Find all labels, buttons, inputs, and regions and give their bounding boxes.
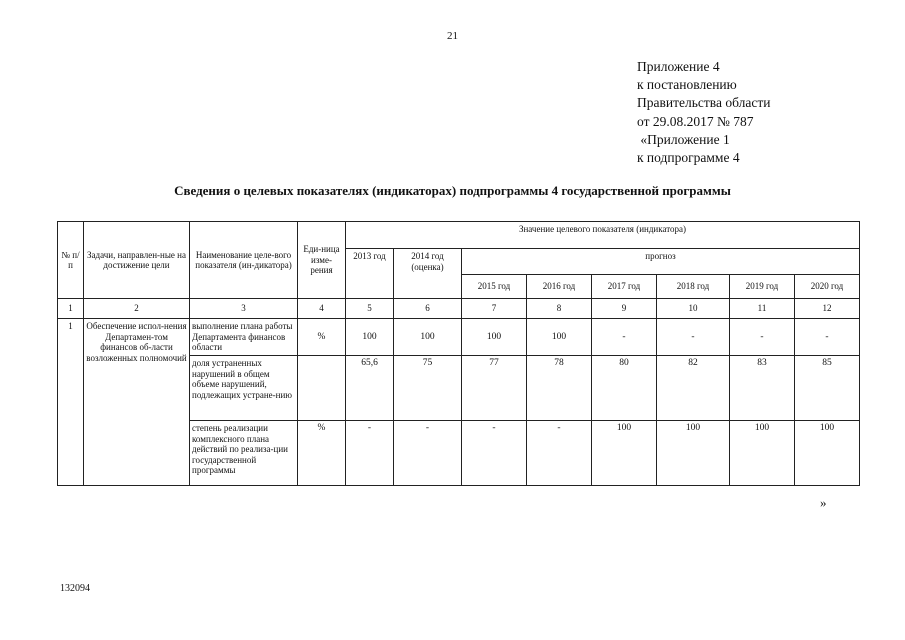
header-2014: 2014 год (оценка) (394, 249, 462, 299)
value-cell: 100 (592, 421, 657, 486)
value-cell: - (795, 319, 860, 356)
value-cell: 100 (462, 319, 527, 356)
value-cell: 78 (527, 356, 592, 421)
value-cell: 77 (462, 356, 527, 421)
indicators-table (57, 221, 860, 486)
column-number: 2 (84, 299, 190, 319)
value-cell: 100 (657, 421, 730, 486)
value-cell: 85 (795, 356, 860, 421)
value-cell: - (592, 319, 657, 356)
header-num: № п/п (58, 222, 84, 299)
indicator-name: степень реализации комплексного плана действий по реализа-ции государственной программы (190, 421, 298, 486)
header-tasks: Задачи, направлен-ные на достижение цели (84, 222, 190, 299)
column-number: 10 (657, 299, 730, 319)
column-number: 8 (527, 299, 592, 319)
value-cell: 82 (657, 356, 730, 421)
column-number: 3 (190, 299, 298, 319)
closing-quote: » (820, 495, 827, 510)
value-cell: 100 (394, 319, 462, 356)
header-year: 2020 год (795, 275, 860, 299)
table-row (58, 319, 860, 356)
column-number: 11 (730, 299, 795, 319)
unit-cell: % (298, 421, 346, 486)
header-year: 2017 год (592, 275, 657, 299)
header-year: 2018 год (657, 275, 730, 299)
column-number: 1 (58, 299, 84, 319)
column-number-row (58, 299, 860, 319)
value-cell: 75 (394, 356, 462, 421)
value-cell: - (527, 421, 592, 486)
appendix-note: Приложение 4 к постановлению Правительства области от 29.08.2017 № 787 «Приложение 1 к подпрограмме 4 (637, 59, 771, 166)
indicator-name: доля устраненных нарушений в общем объеме нарушений, подлежащих устране-нию (190, 356, 298, 421)
header-forecast: прогноз (462, 249, 860, 275)
unit-cell: % (298, 319, 346, 356)
value-cell: 65,6 (346, 356, 394, 421)
unit-cell (298, 356, 346, 421)
column-number: 4 (298, 299, 346, 319)
header-year: 2015 год (462, 275, 527, 299)
header-indicator: Наименование целе-вого показателя (ин-дикатора) (190, 222, 298, 299)
header-value-group: Значение целевого показателя (индикатора) (346, 222, 860, 249)
indicator-name: выполнение плана работы Департамента финансов области (190, 319, 298, 356)
value-cell: 83 (730, 356, 795, 421)
value-cell: 100 (730, 421, 795, 486)
value-cell: - (462, 421, 527, 486)
value-cell: - (657, 319, 730, 356)
column-number: 12 (795, 299, 860, 319)
value-cell: - (730, 319, 795, 356)
document-title: Сведения о целевых показателях (индикаторах) подпрограммы 4 государственной программы (174, 183, 731, 198)
column-number: 5 (346, 299, 394, 319)
value-cell: - (346, 421, 394, 486)
header-2013: 2013 год (346, 249, 394, 299)
page-number: 21 (447, 30, 458, 42)
value-cell: 100 (527, 319, 592, 356)
value-cell: - (394, 421, 462, 486)
value-cell: 100 (346, 319, 394, 356)
column-number: 6 (394, 299, 462, 319)
document-code: 132094 (60, 583, 90, 594)
header-year: 2019 год (730, 275, 795, 299)
header-row-1 (58, 222, 860, 249)
header-year: 2016 год (527, 275, 592, 299)
group-num: 1 (58, 319, 84, 486)
column-number: 9 (592, 299, 657, 319)
value-cell: 80 (592, 356, 657, 421)
group-task: Обеспечение испол-нения Департамен-том финансов об-ласти возложенных полномочий (84, 319, 190, 486)
column-number: 7 (462, 299, 527, 319)
header-unit: Еди-ница изме-рения (298, 222, 346, 299)
value-cell: 100 (795, 421, 860, 486)
